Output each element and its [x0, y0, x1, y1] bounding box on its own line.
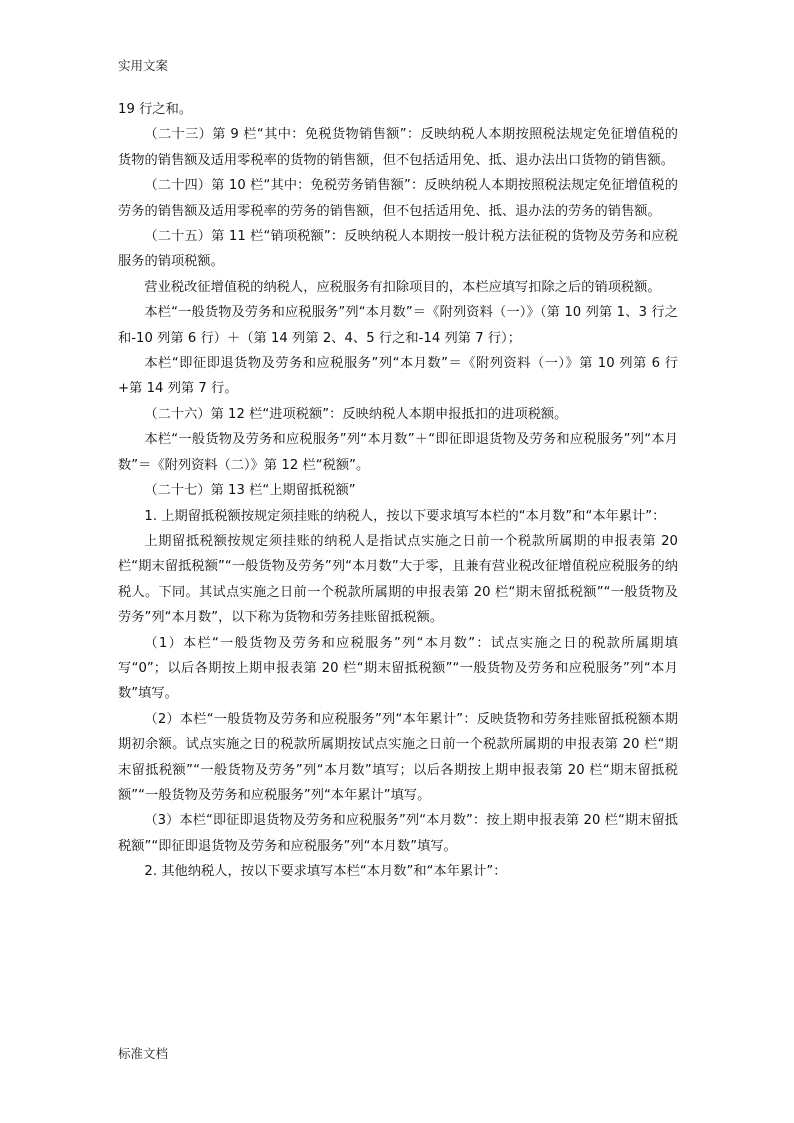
paragraph: 1. 上期留抵税额按规定须挂账的纳税人，按以下要求填写本栏的“本月数”和“本年累计”： [144, 508, 666, 524]
paragraph: 本栏“一般货物及劳务和应税服务”列“本月数”＋“即征即退货物及劳务和应税服务”列“本月数”＝《附列资料（二）》第 12 栏“税额”。 [118, 432, 678, 473]
page-footer: 标准文档 [118, 1046, 169, 1061]
paragraph: 营业税改征增值税的纳税人，应税服务有扣除项目的，本栏应填写扣除之后的销项税额。 [144, 279, 661, 295]
paragraph: 2. 其他纳税人，按以下要求填写本栏“本月数”和“本年累计”： [144, 864, 507, 880]
page-header: 实用文案 [118, 58, 169, 73]
paragraph: （二十三）第 9 栏“其中：免税货物销售额”：反映纳税人本期按照税法规定免征增值税的货物的销售额及适用零税率的货物的销售额，但不包括适用免、抵、退办法出口货物的销售额。 [118, 127, 678, 168]
paragraph: （二十五）第 11 栏“销项税额”：反映纳税人本期按一般计税方法征税的货物及劳务和应税服务的销项税额。 [118, 229, 678, 270]
paragraph: （二十四）第 10 栏“其中：免税劳务销售额”：反映纳税人本期按照税法规定免征增值税的劳务的销售额及适用零税率的劳务的销售额，但不包括适用免、抵、退办法的劳务的销售额。 [118, 178, 678, 219]
paragraph: （3）本栏“即征即退货物及劳务和应税服务”列“本月数”：按上期申报表第 20 栏“期末留抵税额”“即征即退货物及劳务和应税服务”列“本月数”填写。 [118, 813, 678, 854]
paragraph: 19 行之和。 [118, 102, 193, 117]
paragraph: （1）本栏“一般货物及劳务和应税服务”列“本月数”：试点实施之日的税款所属期填写“0”；以后各期按上期申报表第 20 栏“期末留抵税额”“一般货物及劳务和应税服务”列“本月数”填写。 [118, 635, 678, 702]
paragraph: 上期留抵税额按规定须挂账的纳税人是指试点实施之日前一个税款所属期的申报表第 20 栏“期末留抵税额”“一般货物及劳务”列“本月数”大于零，且兼有营业税改征增值税应税服务的纳税人。下同。其试点实施之日前一个税款所属期的申报表第 20 栏“期末留抵税额”“一般货物及劳务”列“本月数”，以下称为货物和劳务挂账留抵税额。 [118, 533, 678, 626]
paragraph: 本栏“一般货物及劳务和应税服务”列“本月数”＝《附列资料（一）》（第 10 列第 1、3 行之和-10 列第 6 行）＋（第 14 列第 2、4、5 行之和-14 列第 7 行）； [118, 305, 678, 346]
paragraph: （2）本栏“一般货物及劳务和应税服务”列“本年累计”：反映货物和劳务挂账留抵税额本期期初余额。试点实施之日的税款所属期按试点实施之日前一个税款所属期的申报表第 20 栏“期末留抵税额”“一般货物及劳务”列“本月数”填写；以后各期按上期申报表第 20 栏“期末留抵税额”“一般货物及劳务和应税服务”列“本年累计”填写。 [118, 711, 678, 803]
paragraph: （二十六）第 12 栏“进项税额”：反映纳税人本期申报抵扣的进项税额。 [144, 406, 568, 422]
paragraph: （二十七）第 13 栏“上期留抵税额” [144, 483, 356, 499]
paragraph: 本栏“即征即退货物及劳务和应税服务”列“本月数”＝《附列资料（一）》第 10 列第 6 行+第 14 列第 7 行。 [118, 356, 678, 397]
document-body [118, 97, 678, 885]
